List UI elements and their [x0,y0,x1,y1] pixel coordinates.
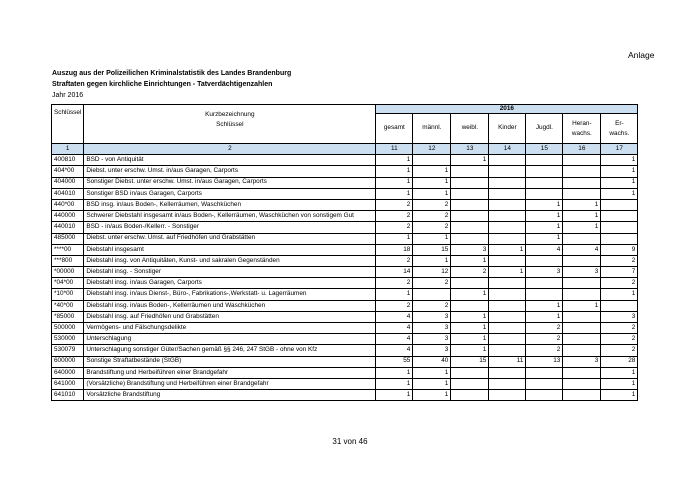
row-value: 2 [376,222,413,233]
row-value: 7 [601,267,638,278]
page-number: 31 von 46 [332,437,368,446]
row-value [451,166,489,177]
row-value: 1 [526,199,563,210]
row-value: 1 [526,300,563,311]
row-value: 3 [451,244,489,255]
row-description: Vorsätzliche Brandstiftung [84,390,376,401]
row-value [489,390,526,401]
row-value [563,188,601,199]
table-body [52,155,638,401]
row-value: 4 [376,334,413,345]
row-value: 1 [526,222,563,233]
row-value: 1 [376,378,413,389]
header-heranwachs [563,114,601,144]
row-value [489,367,526,378]
row-value [563,367,601,378]
row-value [489,278,526,289]
header-heranwachs-line2: wachs. [571,129,592,137]
table-row [52,233,638,244]
row-key: 404010 [52,188,84,199]
row-key: 600000 [52,356,84,367]
row-description: Diebstahl insg. - Sonstiger [84,267,376,278]
row-key: 440*00 [52,199,84,210]
row-value [451,233,489,244]
row-value: 1 [451,323,489,334]
row-value: 2 [451,267,489,278]
row-value: 1 [451,334,489,345]
row-value [601,300,638,311]
row-value: 1 [526,311,563,322]
row-value: 2 [413,278,451,289]
row-value: 1 [451,255,489,266]
row-value: 1 [526,211,563,222]
row-key: 640000 [52,367,84,378]
row-value [563,289,601,300]
row-value [563,323,601,334]
table-row [52,177,638,188]
row-key: 440010 [52,222,84,233]
row-value [451,199,489,210]
row-value: 1 [563,300,601,311]
table-row [52,267,638,278]
row-value: 9 [601,244,638,255]
table-row [52,166,638,177]
row-value: 4 [376,323,413,334]
row-value: 1 [413,390,451,401]
row-value [489,334,526,345]
column-number: 17 [601,144,638,155]
row-value: 3 [563,356,601,367]
row-value [451,378,489,389]
row-value: 1 [376,177,413,188]
row-value [563,378,601,389]
row-value: 2 [526,323,563,334]
column-number: 2 [84,144,376,155]
row-description: Diebstahl insg. von Antiquitäten, Kunst- und sakralen Gegenständen [84,255,376,266]
row-value: 14 [376,267,413,278]
row-value: 18 [376,244,413,255]
row-value: 1 [601,390,638,401]
row-value [526,255,563,266]
table-row [52,390,638,401]
row-value [563,177,601,188]
row-value [489,255,526,266]
row-description: Diebst. unter erschw. Umst. auf Friedhöfen und Grabstätten [84,233,376,244]
header-key: Schlüssel [52,105,84,144]
row-value: 1 [413,378,451,389]
column-number: 15 [526,144,563,155]
row-value [563,334,601,345]
row-value [489,177,526,188]
row-value: 2 [601,323,638,334]
row-value [451,177,489,188]
row-value [563,311,601,322]
row-key: 440000 [52,211,84,222]
row-value: 2 [376,211,413,222]
row-description: BSD - von Antiquität [84,155,376,166]
table-row [52,278,638,289]
row-description: Vermögens- und Fälschungsdelikte [84,323,376,334]
row-value [489,233,526,244]
row-value: 1 [413,177,451,188]
row-value [526,390,563,401]
table-row [52,199,638,210]
header-description-line2: Schlüssel [216,120,244,128]
row-value: 3 [413,345,451,356]
row-value: 2 [526,345,563,356]
row-key: 400810 [52,155,84,166]
row-value [563,166,601,177]
row-value: 1 [489,244,526,255]
header-year: 2016 [376,105,638,114]
row-value [489,323,526,334]
table-row [52,311,638,322]
row-value: 3 [413,311,451,322]
row-value: 1 [413,166,451,177]
statistics-table [51,104,638,401]
header-kinder: Kinder [489,114,526,144]
row-value [489,155,526,166]
row-description: Unterschlagung [84,334,376,345]
row-value [526,155,563,166]
row-value: 1 [563,211,601,222]
row-key: *04*00 [52,278,84,289]
row-value [413,155,451,166]
column-number-row [52,144,638,155]
row-value [601,233,638,244]
row-value [563,233,601,244]
row-value: 1 [413,188,451,199]
row-key: *10*00 [52,289,84,300]
row-value [526,289,563,300]
header-maennl: männl. [413,114,451,144]
row-key: 641010 [52,390,84,401]
header-erwachs-line2: wachs. [609,129,630,137]
table-row [52,211,638,222]
document-subtitle: Straftaten gegen kirchliche Einrichtungen - Tatverdächtigenzahlen [52,81,273,88]
column-number: 12 [413,144,451,155]
table-row [52,188,638,199]
row-value: 1 [376,367,413,378]
row-value: 2 [601,334,638,345]
row-value: 1 [451,155,489,166]
row-key: *00000 [52,267,84,278]
row-key: 404*00 [52,166,84,177]
row-value: 2 [601,345,638,356]
row-key: ****00 [52,244,84,255]
row-value [451,222,489,233]
row-value: 1 [601,155,638,166]
row-value [489,300,526,311]
row-value: 1 [563,199,601,210]
table-row [52,345,638,356]
row-key: 485000 [52,233,84,244]
row-value: 1 [376,188,413,199]
row-value [526,188,563,199]
row-value [526,166,563,177]
row-value: 28 [601,356,638,367]
row-value [563,345,601,356]
row-description: Diebstahl insg. auf Friedhöfen und Grabstätten [84,311,376,322]
table-row [52,244,638,255]
row-description: Unterschlagung sonstiger Güter/Sachen gemäß §§ 246, 247 StGB - ohne von Kfz [84,345,376,356]
row-value: 2 [601,255,638,266]
row-description: BSD insg. in/aus Boden-, Kellerräumen, Waschküchen [84,199,376,210]
row-value [489,188,526,199]
row-value: 40 [413,356,451,367]
row-value [451,390,489,401]
row-value [451,211,489,222]
row-value [489,378,526,389]
row-value [526,367,563,378]
row-value [451,188,489,199]
row-value: 11 [489,356,526,367]
header-jugdl: Jugdl. [526,114,563,144]
row-description: Diebstahl insg. in/aus Boden-, Kellerräumen und Waschküchen [84,300,376,311]
row-value: 55 [376,356,413,367]
row-value [563,278,601,289]
row-value [413,289,451,300]
header-erwachs-line1: Er- [615,119,624,127]
column-number: 13 [451,144,489,155]
row-description: Diebstahl insgesamt [84,244,376,255]
document-title: Auszug aus der Polizeilichen Kriminalstatistik des Landes Brandenburg [52,70,292,77]
row-value: 1 [601,177,638,188]
row-value [451,367,489,378]
table-row [52,334,638,345]
row-value: 2 [376,278,413,289]
row-value [451,278,489,289]
row-description: Schwerer Diebstahl insgesamt in/aus Boden-, Kellerräumen, Waschküchen von sonstigem Gut [84,211,376,222]
table-row [52,222,638,233]
table-row [52,378,638,389]
header-weibl: weibl. [451,114,489,144]
row-value [563,255,601,266]
row-description: BSD - in/aus Boden-/Kellerr. - Sonstiger [84,222,376,233]
row-value: 1 [526,233,563,244]
row-value [563,390,601,401]
row-key: *85000 [52,311,84,322]
row-value: 2 [413,199,451,210]
row-value [489,289,526,300]
row-value: 4 [376,311,413,322]
row-value: 2 [413,211,451,222]
row-description: Sonstige Straftatbestände (StGB) [84,356,376,367]
row-value: 1 [451,345,489,356]
row-value: 1 [451,289,489,300]
row-value: 1 [376,155,413,166]
row-value: 3 [563,267,601,278]
row-key: *40*00 [52,300,84,311]
table-row [52,323,638,334]
table-row [52,367,638,378]
header-gesamt: gesamt [376,114,413,144]
row-description: Sonstiger Diebst. unter erschw. Umst. in/aus Garagen, Carports [84,177,376,188]
row-value: 1 [601,367,638,378]
row-value: 15 [451,356,489,367]
row-value: 2 [413,222,451,233]
row-value: 3 [413,334,451,345]
row-value [526,278,563,289]
column-number: 16 [563,144,601,155]
row-value: 1 [601,188,638,199]
row-value: 12 [413,267,451,278]
row-value: 2 [376,255,413,266]
document-year: Jahr 2016 [52,92,84,99]
row-value: 1 [563,222,601,233]
row-value: 1 [601,166,638,177]
row-value: 3 [413,323,451,334]
row-key: ***800 [52,255,84,266]
table-row [52,300,638,311]
row-description: Diebstahl insg. in/aus Dienst-, Büro-, Fabrikations-,Werkstatt- u. Lagerräumen [84,289,376,300]
row-value [563,155,601,166]
row-value: 13 [526,356,563,367]
row-value [526,177,563,188]
row-value: 1 [376,289,413,300]
column-number: 11 [376,144,413,155]
row-key: 530079 [52,345,84,356]
header-erwachs [601,114,638,144]
row-value [601,222,638,233]
row-value: 15 [413,244,451,255]
row-value: 1 [601,378,638,389]
row-value [489,166,526,177]
row-value: 2 [376,199,413,210]
table-row [52,289,638,300]
row-value [489,222,526,233]
row-key: 641000 [52,378,84,389]
table-row [52,155,638,166]
header-description-line1: Kurzbezeichnung [205,111,255,118]
row-value: 1 [489,267,526,278]
row-value: 3 [601,311,638,322]
row-description: (Vorsätzliche) Brandstiftung und Herbeiführen einer Brandgefahr [84,378,376,389]
row-value [489,311,526,322]
row-value: 3 [526,267,563,278]
row-value [526,378,563,389]
row-value: 1 [601,289,638,300]
column-number: 14 [489,144,526,155]
row-value: 4 [563,244,601,255]
row-value [601,199,638,210]
table-row [52,356,638,367]
attachment-label: Anlage [628,50,655,60]
header-description [84,105,376,144]
row-description: Brandstiftung und Herbeiführen einer Brandgefahr [84,367,376,378]
row-value: 1 [413,233,451,244]
row-value: 1 [376,233,413,244]
row-description: Diebst. unter erschw. Umst. in/aus Garagen, Carports [84,166,376,177]
header-heranwachs-line1: Heran- [572,119,592,127]
row-value: 1 [376,390,413,401]
row-value: 1 [451,311,489,322]
row-value [489,199,526,210]
row-value: 1 [413,255,451,266]
row-description: Sonstiger BSD in/aus Garagen, Carports [84,188,376,199]
row-value: 4 [526,244,563,255]
row-value: 2 [601,278,638,289]
column-number: 1 [52,144,84,155]
row-value [489,211,526,222]
row-value: 4 [376,345,413,356]
row-value [451,300,489,311]
row-value [601,211,638,222]
row-key: 530000 [52,334,84,345]
row-value: 2 [376,300,413,311]
row-value: 2 [526,334,563,345]
row-key: 404000 [52,177,84,188]
table-row [52,255,638,266]
row-description: Diebstahl insg. in/aus Garagen, Carports [84,278,376,289]
row-value: 1 [413,367,451,378]
row-value: 2 [413,300,451,311]
row-key: 500000 [52,323,84,334]
row-value [489,345,526,356]
row-value: 1 [376,166,413,177]
